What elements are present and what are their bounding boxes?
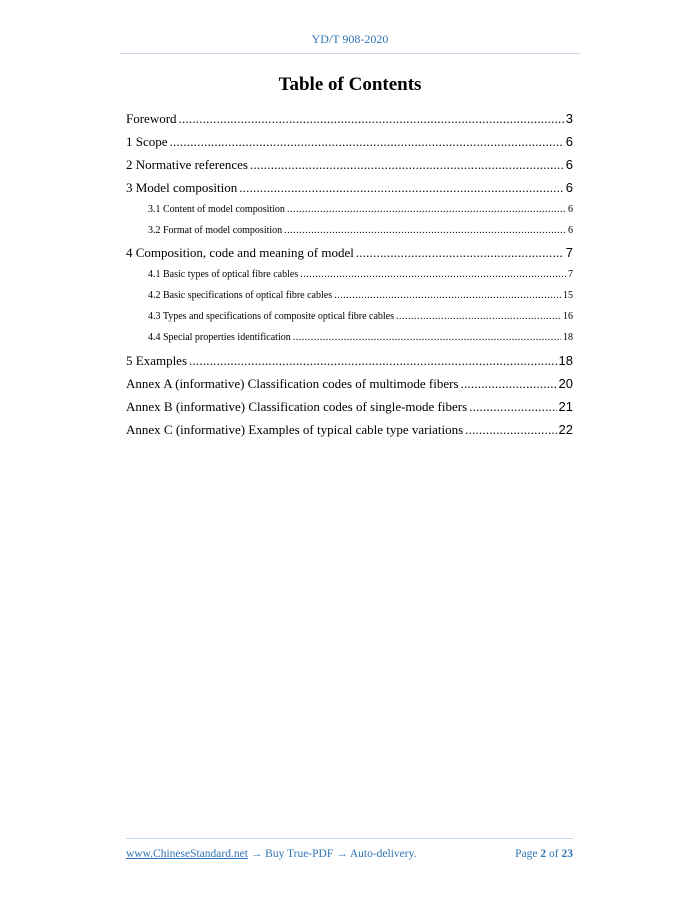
- toc-entry-label: Foreword: [126, 111, 177, 126]
- toc-entry-annex-c[interactable]: [126, 423, 573, 436]
- toc-entry-label: Annex B (informative) Classification codes of single-mode fibers: [126, 399, 468, 414]
- dot-leader: [461, 377, 557, 390]
- page-title: Table of Contents: [278, 74, 422, 95]
- toc-entry-foreword[interactable]: [126, 112, 573, 125]
- toc-entry-page: 21: [558, 399, 573, 414]
- toc-entry-scope[interactable]: [126, 135, 573, 148]
- page-of: of: [549, 848, 559, 860]
- site-link[interactable]: www.ChineseStandard.net: [126, 848, 248, 860]
- dot-leader: [356, 246, 564, 259]
- toc-entry-label: 4.2 Basic specifications of optical fibre cables: [148, 290, 333, 301]
- buy-pdf-link[interactable]: → Buy True-PDF: [250, 848, 334, 860]
- toc-entry-4-2[interactable]: [148, 291, 573, 301]
- toc-entry-page: 6: [568, 204, 573, 215]
- auto-delivery-text: → Auto-delivery.: [336, 848, 417, 860]
- footer-divider: [126, 838, 573, 839]
- toc-entry-3-1[interactable]: [148, 205, 573, 215]
- dot-leader: [334, 291, 561, 301]
- toc-entry-label: 4.4 Special properties identification: [148, 332, 291, 343]
- toc-entry-label: Annex A (informative) Classification codes of multimode fibers: [126, 376, 459, 391]
- toc-entry-page: 22: [558, 422, 573, 437]
- toc-entry-page: 3: [565, 111, 573, 126]
- toc-entry-label: 4.3 Types and specifications of composite optical fibre cables: [148, 311, 394, 322]
- toc-entry-label: 3 Model composition: [126, 180, 238, 195]
- toc-entry-4-3[interactable]: [148, 312, 573, 322]
- toc-entry-page: 7: [568, 269, 573, 280]
- dot-leader: [189, 354, 557, 367]
- toc-entry-label: 3.1 Content of model composition: [148, 204, 285, 215]
- page-number: [515, 848, 573, 860]
- toc-entry-4-1[interactable]: [148, 270, 573, 280]
- page-current: 2: [540, 848, 547, 860]
- toc-entry-annex-b[interactable]: [126, 400, 573, 413]
- page-total: 23: [561, 848, 573, 860]
- dot-leader: [293, 333, 561, 343]
- toc-entry-page: 7: [565, 245, 573, 260]
- toc-entry-label: 4 Composition, code and meaning of model: [126, 245, 354, 260]
- toc-entry-page: 18: [558, 353, 573, 368]
- dot-leader: [287, 205, 566, 215]
- toc-entry-page: 16: [563, 311, 573, 322]
- dot-leader: [284, 226, 566, 236]
- dot-leader: [179, 112, 564, 125]
- toc-entry-3-2[interactable]: [148, 226, 573, 236]
- toc-entry-examples[interactable]: [126, 354, 573, 367]
- dot-leader: [250, 158, 564, 171]
- dot-leader: [465, 423, 556, 436]
- toc-entry-label: 1 Scope: [126, 134, 168, 149]
- toc-entry-page: 6: [565, 157, 573, 172]
- toc-entry-model-composition[interactable]: [126, 181, 573, 194]
- toc-entry-page: 6: [568, 225, 573, 236]
- header-divider: [120, 53, 580, 54]
- toc-entry-page: 20: [558, 376, 573, 391]
- dot-leader: [300, 270, 566, 280]
- dot-leader: [170, 135, 564, 148]
- toc-entry-page: 15: [563, 290, 573, 301]
- dot-leader: [239, 181, 564, 194]
- toc-entry-page: 18: [563, 332, 573, 343]
- page-prefix: Page: [515, 848, 538, 860]
- toc-entry-label: 3.2 Format of model composition: [148, 225, 283, 236]
- toc-entry-4-4[interactable]: [148, 333, 573, 343]
- toc-entry-label: 4.1 Basic types of optical fibre cables: [148, 269, 299, 280]
- toc-entry-normative-references[interactable]: [126, 158, 573, 171]
- toc-entry-page: 6: [565, 180, 573, 195]
- toc-entry-annex-a[interactable]: [126, 377, 573, 390]
- running-header: YD/T 908-2020: [311, 32, 389, 46]
- toc-entry-composition-code-meaning[interactable]: [126, 246, 573, 259]
- toc-entry-label: Annex C (informative) Examples of typical cable type variations: [126, 422, 464, 437]
- footer-promo: [126, 848, 417, 860]
- toc-entry-label: 5 Examples: [126, 353, 188, 368]
- toc-entry-page: 6: [565, 134, 573, 149]
- dot-leader: [396, 312, 561, 322]
- toc-entry-label: 2 Normative references: [126, 157, 248, 172]
- dot-leader: [469, 400, 556, 413]
